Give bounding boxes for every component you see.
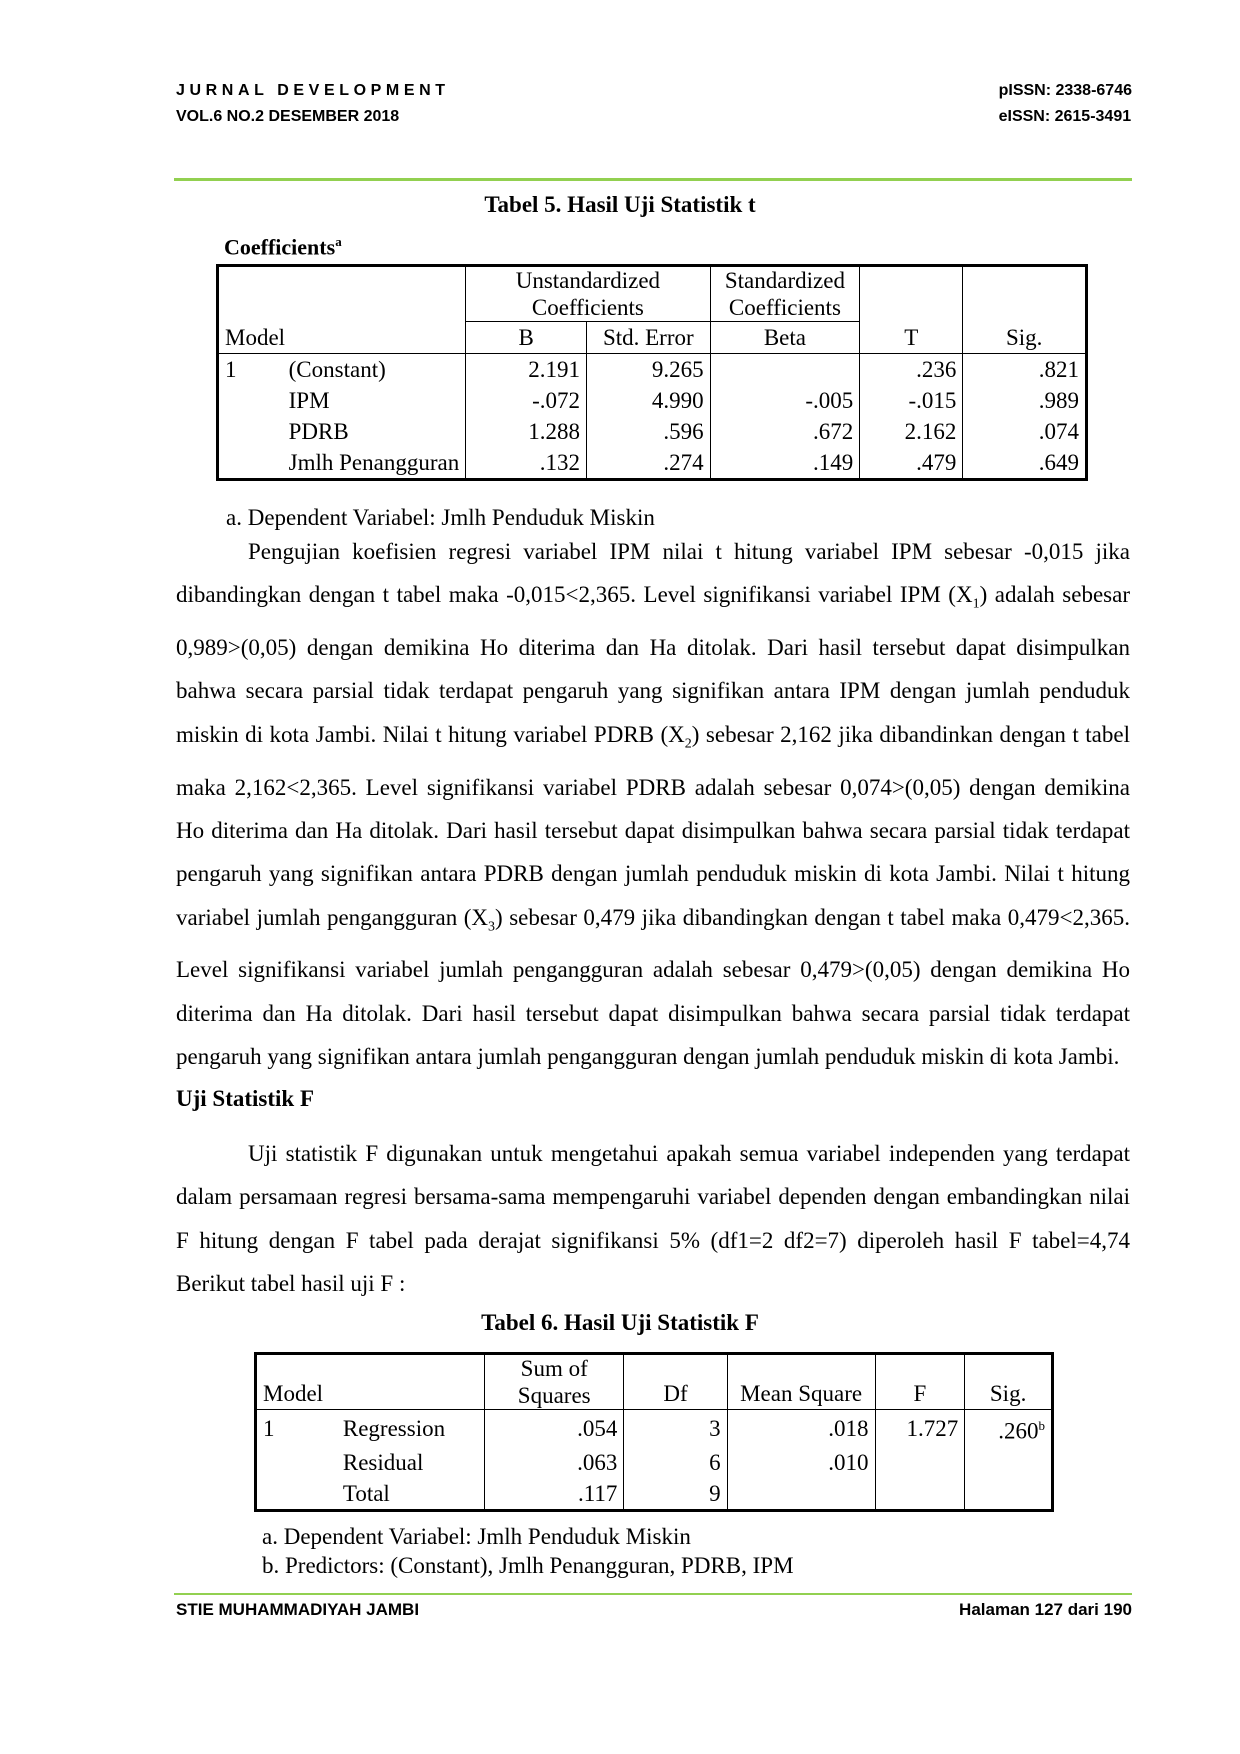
- table-row: [218, 416, 1087, 447]
- table5-cell-beta: [710, 354, 860, 386]
- table5-header-standardized: [710, 266, 860, 322]
- footer-rule: [174, 1593, 1132, 1595]
- section-heading-f-test: Uji Statistik F: [176, 1086, 314, 1111]
- table6-ss-line2: Squares: [517, 1383, 591, 1408]
- table5-unstd-line1: Unstandardized: [515, 268, 661, 293]
- table5-cell-se: 4.990: [587, 385, 711, 416]
- table5-title-text: Coefficients: [224, 234, 336, 260]
- table6-header-sig: Sig.: [965, 1354, 1053, 1410]
- subscript-1: 1: [972, 596, 980, 612]
- table6-sig-value: .260: [998, 1418, 1039, 1444]
- table6-caption: Tabel 6. Hasil Uji Statistik F: [481, 1310, 759, 1335]
- table5-cell-b: -.072: [466, 385, 587, 416]
- table6-footnote-a: a. Dependent Variabel: Jmlh Penduduk Miskin: [262, 1524, 691, 1549]
- table5-cell-sig: .989: [963, 385, 1087, 416]
- table5-header-model: Model: [218, 266, 466, 354]
- table6-row-name: Regression: [342, 1415, 446, 1441]
- table5-row-name: Jmlh Penangguran: [288, 450, 460, 475]
- table-row: [218, 354, 1087, 386]
- table6-header-df: Df: [624, 1354, 727, 1410]
- table5-header-std-error: Std. Error: [587, 322, 711, 354]
- anova-table: [254, 1352, 1054, 1512]
- journal-header: [176, 78, 450, 130]
- coefficients-table: [216, 264, 1088, 481]
- table5-std-line1: Standardized: [724, 268, 845, 293]
- page-number: Halaman 127 dari 190: [959, 1600, 1132, 1619]
- table5-cell-sig: .821: [963, 354, 1087, 386]
- table5-title: [224, 234, 342, 260]
- eissn: eISSN: 2615-3491: [998, 108, 1132, 125]
- paragraph-t-test-part3: ) sebesar 2,162 jika dibandinkan dengan t tabel maka 2,162<2,365. Level signifikansi variabel PDRB adalah sebesar 0,074>(0,05) dengan demikina Ho diterima dan Ha ditolak. Dari hasil tersebut dapat disimpulkan bahwa secara parsial tidak terdapat pengaruh yang signifikan antara PDRB dengan jumlah penduduk miskin di kota Jambi. Nilai t hitung variabel jumlah pengangguran (X: [176, 721, 1130, 930]
- paragraph-f-test-text: Uji statistik F digunakan untuk mengetahui apakah semua variabel independen yang terdapat dalam persamaan regresi bersama-sama mempengaruhi variabel dependen dengan embandingkan nilai F hitung dengan F tabel pada derajat signifikansi 5% (df1=2 df2=7) diperoleh hasil F tabel=4,74 Berikut tabel hasil uji F :: [176, 1141, 1130, 1296]
- table5-footnote: a. Dependent Variabel: Jmlh Penduduk Miskin: [226, 505, 655, 530]
- paragraph-t-test-part4: ) sebesar 0,479 jika dibandingkan dengan t tabel maka 0,479<2,365. Level signifikansi variabel jumlah pengangguran adalah sebesar 0,479>(0,05) dengan demikina Ho diterima dan Ha ditolak. Dari hasil tersebut dapat disimpulkan bahwa secara parsial tidak terdapat pengaruh yang signifikan antara jumlah pengangguran dengan jumlah penduduk miskin di kota Jambi.: [176, 904, 1130, 1070]
- table5-row-name: (Constant): [288, 357, 386, 382]
- table6-cell-sig: [965, 1478, 1053, 1511]
- table5-cell-b: 1.288: [466, 416, 587, 447]
- table6-sig-sup: b: [1038, 1418, 1045, 1433]
- table6-cell-ss: .117: [485, 1478, 624, 1511]
- table6-ss-line1: Sum of: [520, 1356, 588, 1381]
- table5-cell-sig: .649: [963, 447, 1087, 480]
- table-row: [218, 385, 1087, 416]
- table6-header-model: Model: [256, 1354, 485, 1410]
- table5-cell-se: 9.265: [587, 354, 711, 386]
- table5-caption: Tabel 5. Hasil Uji Statistik t: [484, 192, 756, 217]
- table6-cell-df: 9: [624, 1478, 727, 1511]
- table5-header-b: B: [466, 322, 587, 354]
- table5-std-line2: Coefficients: [728, 295, 841, 320]
- subscript-2: 2: [684, 736, 692, 752]
- table6-header-f: F: [875, 1354, 965, 1410]
- table6-cell-ms: .010: [727, 1447, 875, 1478]
- table5-cell-sig: .074: [963, 416, 1087, 447]
- table6-cell-df: 6: [624, 1447, 727, 1478]
- table5-cell-b: .132: [466, 447, 587, 480]
- table5-header-unstandardized: [466, 266, 710, 322]
- table5-cell-se: .274: [587, 447, 711, 480]
- table6-row-name: Total: [342, 1480, 390, 1506]
- paragraph-t-test: [176, 530, 1130, 1078]
- table6-header-mean-square: Mean Square: [727, 1354, 875, 1410]
- table-row: [256, 1447, 1053, 1478]
- paragraph-f-test: [176, 1132, 1130, 1305]
- table5-cell-beta: .149: [710, 447, 860, 480]
- table5-model-number: 1: [225, 357, 237, 382]
- table6-cell-ss: .063: [485, 1447, 624, 1478]
- table5-unstd-line2: Coefficients: [531, 295, 644, 320]
- table5-cell-t: .236: [860, 354, 963, 386]
- table5-cell-beta: -.005: [710, 385, 860, 416]
- table5-header-sig: Sig.: [963, 266, 1087, 354]
- table5-row-name: IPM: [288, 388, 330, 413]
- table5-cell-t: 2.162: [860, 416, 963, 447]
- table5-cell-b: 2.191: [466, 354, 587, 386]
- journal-title: JURNAL DEVELOPMENT: [176, 82, 450, 99]
- table5-cell-se: .596: [587, 416, 711, 447]
- table6-row-name: Residual: [342, 1449, 424, 1475]
- table-row: [256, 1478, 1053, 1511]
- table6-header-sum-of-squares: [485, 1354, 624, 1410]
- table6-cell-f: 1.727: [875, 1410, 965, 1447]
- table6-cell-f: [875, 1447, 965, 1478]
- table6-cell-ms: [727, 1478, 875, 1511]
- table5-title-sup: a: [335, 234, 342, 249]
- table5-header-beta: Beta: [710, 322, 860, 354]
- table6-cell-f: [875, 1478, 965, 1511]
- table5-cell-t: .479: [860, 447, 963, 480]
- issn-block: [999, 78, 1132, 130]
- table6-model-number: 1: [263, 1415, 275, 1441]
- table6-cell-sig: [965, 1447, 1053, 1478]
- table6-cell-ss: .054: [485, 1410, 624, 1447]
- table5-cell-t: -.015: [860, 385, 963, 416]
- pissn: pISSN: 2338-6746: [998, 82, 1132, 99]
- journal-volume: VOL.6 NO.2 DESEMBER 2018: [176, 108, 400, 125]
- table5-row-name: PDRB: [288, 419, 349, 444]
- table-row: [256, 1410, 1053, 1447]
- paragraph-t-test-part2: ) adalah sebesar 0,989>(0,05) dengan demikina Ho diterima dan Ha ditolak. Dari hasil tersebut dapat disimpulkan bahwa secara parsial tidak terdapat pengaruh yang signifikan antara IPM dengan jumlah penduduk miskin di kota Jambi. Nilai t hitung variabel PDRB (X: [176, 582, 1130, 747]
- paragraph-t-test-part1: Pengujian koefisien regresi variabel IPM nilai t hitung variabel IPM sebesar -0,015 jika dibandingkan dengan t tabel maka -0,015<2,365. Level signifikansi variabel IPM (X: [176, 539, 1130, 608]
- table6-cell-ms: .018: [727, 1410, 875, 1447]
- subscript-3: 3: [488, 919, 496, 935]
- header-rule: [174, 178, 1132, 181]
- table5-header-t: T: [860, 266, 963, 354]
- table5-cell-beta: .672: [710, 416, 860, 447]
- table-row: [218, 447, 1087, 480]
- table6-cell-sig: [965, 1410, 1053, 1447]
- table6-footnote-b: b. Predictors: (Constant), Jmlh Penangguran, PDRB, IPM: [262, 1553, 794, 1578]
- table6-cell-df: 3: [624, 1410, 727, 1447]
- footer-institution: STIE MUHAMMADIYAH JAMBI: [176, 1600, 420, 1619]
